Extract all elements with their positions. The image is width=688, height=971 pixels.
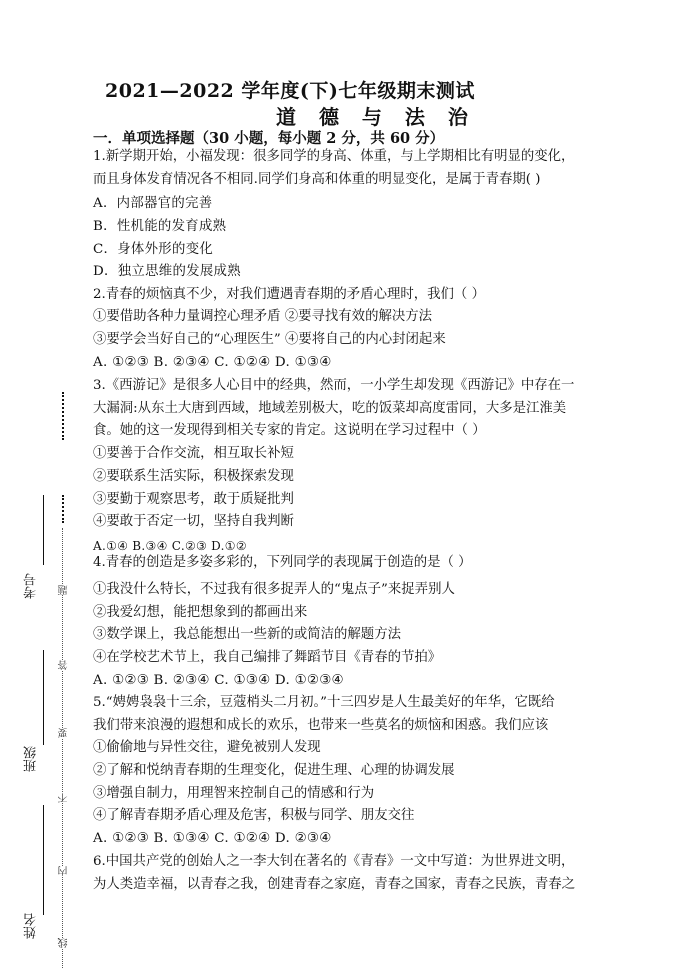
answer-options: A. ①②③ B. ②③④ C. ①②④ D. ①③④: [93, 355, 332, 370]
option-line: B．性机能的发育成熟: [93, 219, 227, 234]
banji-underline: [43, 650, 44, 745]
option-line: D．独立思维的发展成熟: [93, 264, 241, 279]
statement-line: ③增强自制力，用理智来控制自己的情感和行为: [93, 786, 375, 801]
statement-line: ③要学会当好自己的“心理医生” ④要将自己的内心封闭起来: [93, 332, 446, 347]
statement-line: ②了解和悦纳青春期的生理变化，促进生理、心理的协调发展: [93, 763, 455, 778]
binding-char: 线: [59, 938, 70, 948]
option-line: A．内部器官的完善: [93, 196, 213, 211]
binding-char: 内: [59, 866, 70, 876]
statement-line: ④在学校艺术节上，我自己编排了舞蹈节目《青春的节拍》: [93, 650, 442, 665]
banji-label: 班级: [24, 746, 39, 772]
question-line: 食。她的这一发现得到相关专家的肯定。这说明在学习过程中（ ）: [93, 423, 486, 438]
binding-char: 不: [59, 793, 70, 803]
statement-line: ①要借助各种力量调控心理矛盾 ②要寻找有效的解决方法: [93, 309, 433, 324]
section-heading: 一．单项选择题（30 小题，每小题 2 分，共 60 分）: [93, 130, 445, 147]
xingming-underline: [43, 805, 44, 915]
answer-options: A.①④ B.③④ C.②③ D.①②: [93, 539, 247, 553]
statement-line: ③要勤于观察思考，敢于质疑批判: [93, 492, 294, 507]
statement-line: ①要善于合作交流，相互取长补短: [93, 446, 294, 461]
binding-char: 题: [59, 585, 70, 595]
statement-line: ④了解青春期矛盾心理及危害，积极与同学、朋友交往: [93, 808, 415, 823]
binding-char: 要: [59, 728, 70, 738]
binding-char: 答: [59, 660, 70, 670]
statement-line: ①偷偷地与异性交往，避免被别人发现: [93, 740, 321, 755]
question-line: 5.“娉娉袅袅十三余，豆蔻梢头二月初。”十三四岁是人生最美好的年华，它既给: [93, 695, 555, 710]
binding-dots-top: [62, 392, 64, 440]
question-line: 2.青春的烦恼真不少，对我们遭遇青春期的矛盾心理时，我们（ ）: [93, 287, 485, 302]
binding-dots-mid: [62, 495, 64, 523]
question-line: 1.新学期开始，小福发现：很多同学的身高、体重，与上学期相比有明显的变化，: [93, 149, 575, 164]
statement-line: ④要敢于否定一切，坚持自我判断: [93, 514, 294, 529]
question-line: 6.中国共产党的创始人之一李大钊在著名的《青春》一文中写道：为世界进文明，: [93, 854, 575, 869]
statement-line: ①我没什么特长，不过我有很多捉弄人的“鬼点子”来捉弄别人: [93, 582, 455, 597]
question-line: 4.青春的创造是多姿多彩的，下列同学的表现属于创造的是（ ）: [93, 555, 472, 570]
statement-line: ②要联系生活实际，积极探索发现: [93, 469, 294, 484]
option-line: C．身体外形的变化: [93, 242, 214, 257]
statement-line: ③数学课上，我总能想出一些新的或简洁的解题方法: [93, 627, 401, 642]
exam-title: 2021—2022 学年度(下)七年级期末测试: [105, 80, 475, 102]
statement-line: ②我爱幻想，能把想象到的都画出来: [93, 605, 308, 620]
question-line: 而且身体发育情况各不相同.同学们身高和体重的明显变化，是属于青春期( ): [93, 172, 541, 187]
xingming-label: 姓名: [24, 913, 39, 939]
kaohao-label: 考号: [24, 573, 39, 599]
question-line: 我们带来浪漫的遐想和成长的欢乐，也带来一些莫名的烦恼和困惑。我们应该: [93, 718, 549, 733]
subject-title: 道 德 与 法 治: [276, 105, 476, 129]
answer-options: A. ①②③ B. ①③④ C. ①②④ D. ②③④: [93, 831, 332, 846]
question-line: 3.《西游记》是很多人心目中的经典，然而，一小学生却发现《西游记》中存在一: [93, 378, 575, 393]
answer-options: A. ①②③ B. ②③④ C. ①③④ D. ①②③④: [93, 673, 344, 688]
question-line: 为人类造幸福，以青春之我，创建青春之家庭，青春之国家，青春之民族，青春之: [93, 877, 576, 892]
question-line: 大漏洞:从东土大唐到西域，地域差别极大，吃的饭菜却高度雷同，大多是江淮美: [93, 401, 567, 416]
kaohao-underline: [43, 495, 44, 565]
